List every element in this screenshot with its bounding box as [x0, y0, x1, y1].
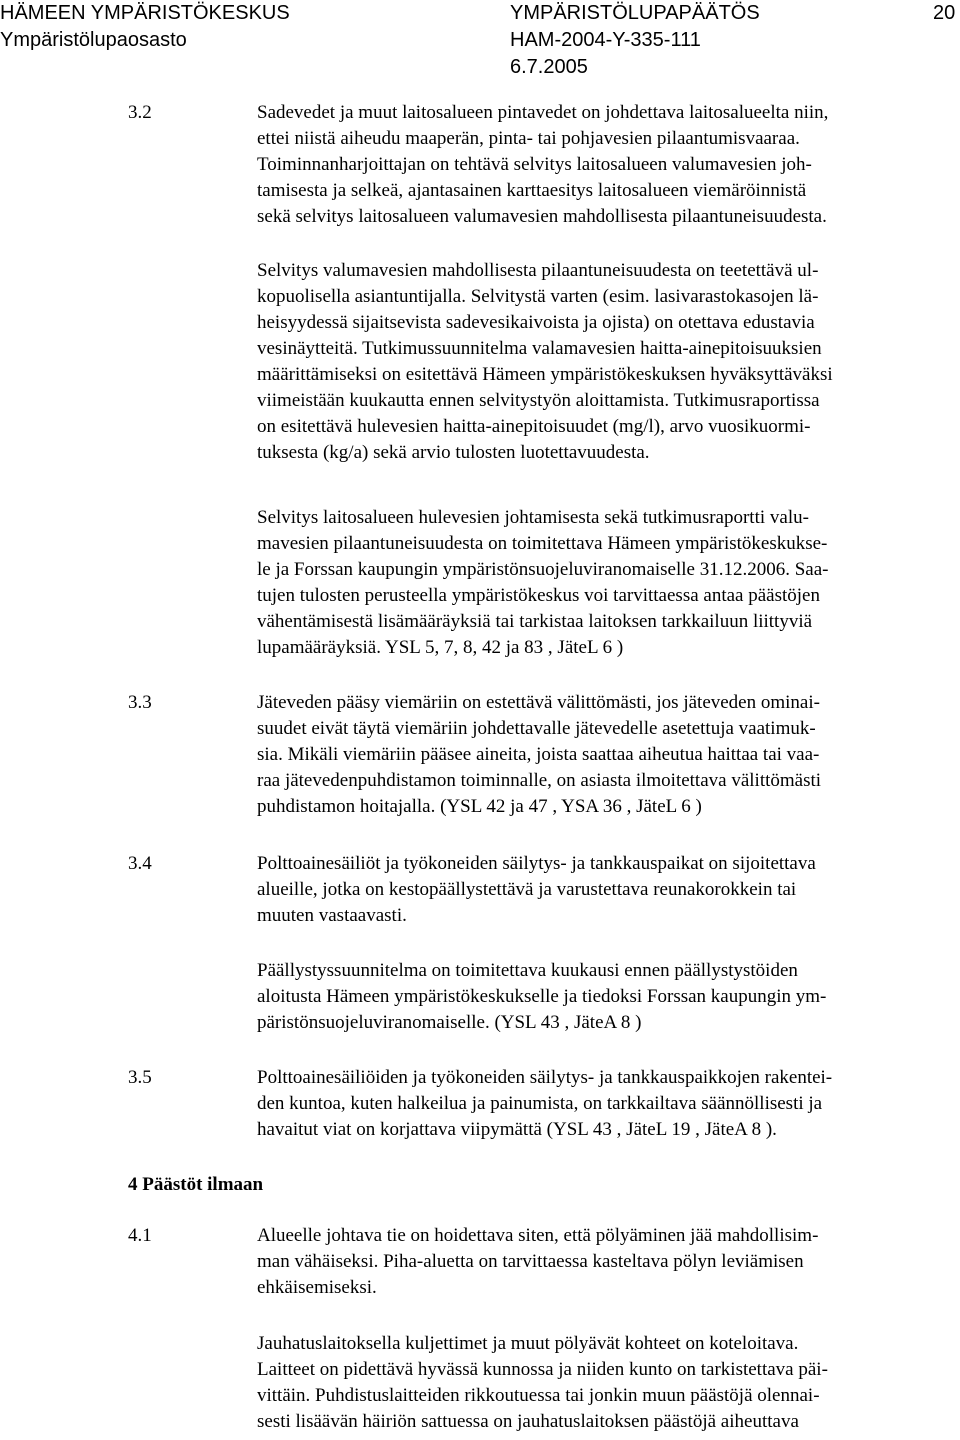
text-line: tamisesta ja selkeä, ajantasainen karttaesitys laitosalueen viemäröinnistä [257, 180, 807, 201]
text-line: mavesien pilaantuneisuudesta on toimitettava Hämeen ympäristökeskukse- [257, 533, 828, 554]
text-line: Päällystyssuunnitelma on toimitettava kuukausi ennen päällystystöiden [257, 960, 798, 981]
section-text [257, 505, 951, 661]
text-line: ehkäisemiseksi. [257, 1277, 377, 1298]
text-line: määrittämiseksi on esitettävä Hämeen ympäristökeskuksen hyväksyttäväksi [257, 364, 833, 385]
text-line: Selvitys laitosalueen hulevesien johtamisesta sekä tutkimusraportti valu- [257, 507, 809, 528]
section-text [257, 1223, 951, 1301]
text-line: Alueelle johtava tie on hoidettava siten, että pölyäminen jää mahdollisim- [257, 1225, 819, 1246]
text-line: sesti lisäävän häiriön sattuessa on jauhatuslaitoksen päästöjä aiheuttava [257, 1411, 799, 1432]
text-line: vittäin. Puhdistuslaitteiden rikkoutuessa tai jonkin muun päästöjä olennai- [257, 1385, 820, 1406]
text-line: Jauhatuslaitoksella kuljettimet ja muut pölyävät kohteet on koteloitava. [257, 1333, 799, 1354]
section-heading-4: 4 Päästöt ilmaan [128, 1174, 264, 1195]
section-text [257, 100, 951, 230]
page-header [0, 0, 960, 90]
section-text [257, 1331, 951, 1435]
header-department: Ympäristölupaosasto [0, 29, 187, 51]
text-line: suudet eivät täytä viemäriin johdettavalle jätevedelle asetettuja vaatimuk- [257, 718, 816, 739]
text-line: Toiminnanharjoittajan on tehtävä selvitys laitosalueen valumavesien joh- [257, 154, 812, 175]
header-org: HÄMEEN YMPÄRISTÖKESKUS [0, 2, 290, 24]
text-line: on esitettävä hulevesien haitta-ainepitoisuudet (mg/l), arvo vuosikuormi- [257, 416, 811, 437]
section-number: 3.2 [128, 102, 152, 123]
section-text [257, 958, 951, 1036]
text-line: tujen tulosten perusteella ympäristökeskus voi tarvittaessa antaa päästöjen [257, 585, 820, 606]
text-line: Selvitys valumavesien mahdollisesta pilaantuneisuudesta on teetettävä ul- [257, 260, 819, 281]
section-number: 4.1 [128, 1225, 152, 1246]
text-line: le ja Forssan kaupungin ympäristönsuojeluviranomaiselle 31.12.2006. Saa- [257, 559, 829, 580]
section-text [257, 258, 951, 466]
section-text [257, 690, 951, 820]
header-date: 6.7.2005 [510, 56, 588, 78]
text-line: Polttoainesäiliöt ja työkoneiden säilytys- ja tankkauspaikat on sijoitettava [257, 853, 816, 874]
text-line: muuten vastaavasti. [257, 905, 407, 926]
text-line: den kuntoa, kuten halkeilua ja painumista, on tarkkailtava säännöllisesti ja [257, 1093, 823, 1114]
text-line: Laitteet on pidettävä hyvässä kunnossa ja niiden kunto on tarkistettava päi- [257, 1359, 828, 1380]
text-line: Sadevedet ja muut laitosalueen pintavedet on johdettava laitosalueelta niin, [257, 102, 829, 123]
section-text [257, 1065, 951, 1143]
section-text [257, 851, 951, 929]
text-line: raa jätevedenpuhdistamon toiminnalle, on asiasta ilmoitettava välittömästi [257, 770, 822, 791]
text-line: Polttoainesäiliöiden ja työkoneiden säilytys- ja tankkauspaikkojen rakentei- [257, 1067, 833, 1088]
text-line: ettei niistä aiheudu maaperän, pinta- tai pohjavesien pilaantumisvaaraa. [257, 128, 800, 149]
text-line: vesinäytteitä. Tutkimussuunnitelma valamavesien haitta-ainepitoisuuksien [257, 338, 822, 359]
header-page-number: 20 [933, 2, 956, 24]
section-number: 3.4 [128, 853, 152, 874]
text-line: Jäteveden pääsy viemäriin on estettävä välittömästi, jos jäteveden ominai- [257, 692, 820, 713]
text-line: kopuolisella asiantuntijalla. Selvitystä varten (esim. lasivarastokasojen lä- [257, 286, 819, 307]
text-line: tuksesta (kg/a) sekä arvio tulosten luotettavuudesta. [257, 442, 650, 463]
text-line: aloitusta Hämeen ympäristökeskukselle ja tiedoksi Forssan kaupungin ym- [257, 986, 827, 1007]
text-line: lupamääräyksiä. YSL 5, 7, 8, 42 ja 83 , JäteL 6 ) [257, 637, 624, 658]
text-line: havaitut viat on korjattava viipymättä (YSL 43 , JäteL 19 , JäteA 8 ). [257, 1119, 777, 1140]
text-line: puhdistamon hoitajalla. (YSL 42 ja 47 , YSA 36 , JäteL 6 ) [257, 796, 702, 817]
text-line: sekä selvitys laitosalueen valumavesien mahdollisesta pilaantuneisuudesta. [257, 206, 827, 227]
text-line: viimeistään kuukautta ennen selvitystyön aloittamista. Tutkimusraportissa [257, 390, 820, 411]
text-line: sia. Mikäli viemäriin pääsee aineita, joista saattaa aiheutua haittaa tai vaa- [257, 744, 820, 765]
text-line: päristönsuojeluviranomaiselle. (YSL 43 , JäteA 8 ) [257, 1012, 642, 1033]
text-line: vähentämisestä lisämääräyksiä tai tarkistaa laitoksen tarkkailuun liittyviä [257, 611, 813, 632]
section-number: 3.3 [128, 692, 152, 713]
section-number: 3.5 [128, 1067, 152, 1088]
text-line: alueille, jotka on kestopäällystettävä ja varustettava reunakorokkein tai [257, 879, 797, 900]
header-doc-type: YMPÄRISTÖLUPAPÄÄTÖS [510, 2, 760, 24]
text-line: heisyydessä sijaitsevista sadevesikaivoista ja ojista) on otettava edustavia [257, 312, 815, 333]
text-line: man vähäiseksi. Piha-aluetta on tarvittaessa kasteltava pölyn leviämisen [257, 1251, 804, 1272]
header-case-number: HAM-2004-Y-335-111 [510, 29, 701, 51]
